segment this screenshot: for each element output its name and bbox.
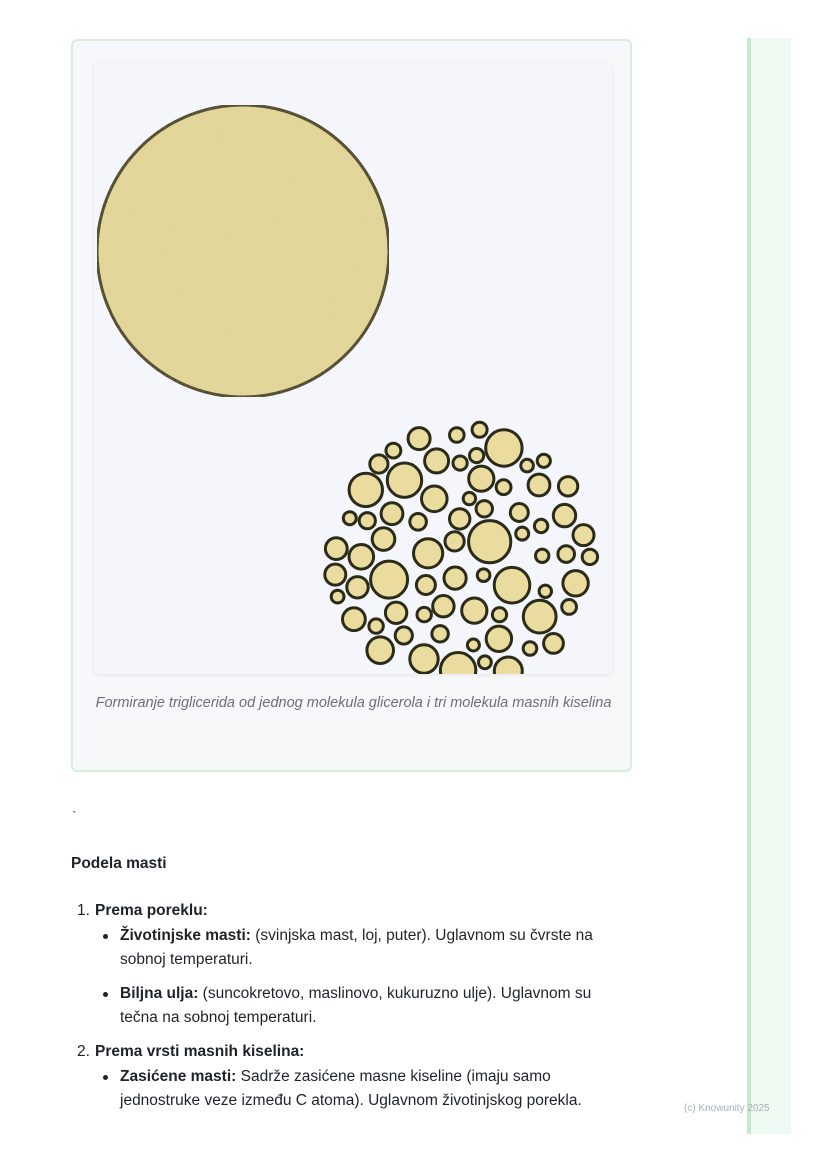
- small-fat-droplet: [539, 585, 551, 597]
- small-fat-droplet: [410, 514, 427, 531]
- small-fat-droplet: [467, 639, 479, 651]
- small-fat-droplet: [453, 456, 467, 470]
- small-fat-droplet: [386, 443, 401, 458]
- small-fat-droplet: [469, 521, 511, 563]
- small-fat-droplet: [422, 486, 448, 512]
- small-fat-droplet: [470, 449, 484, 463]
- bullet-icon: [103, 934, 108, 939]
- small-fat-droplet: [462, 598, 487, 623]
- small-fat-droplet: [494, 657, 522, 674]
- bullet-icon: [103, 992, 108, 997]
- small-fat-droplet: [523, 642, 537, 656]
- small-fat-droplet: [534, 519, 547, 532]
- small-fat-droplet: [476, 501, 492, 517]
- list-item: [71, 1040, 631, 1113]
- small-fat-droplet: [553, 504, 575, 526]
- large-fat-droplet: [97, 105, 389, 397]
- small-fat-droplet: [349, 545, 374, 570]
- small-fat-droplet: [521, 459, 534, 472]
- small-fat-droplet: [325, 538, 347, 560]
- term: Biljna ulja:: [120, 985, 199, 1002]
- small-fat-droplet: [537, 454, 550, 467]
- small-fat-droplet: [370, 455, 388, 473]
- term: Životinjske masti:: [120, 927, 251, 944]
- description: (svinjska mast, loj, puter). Uglavnom su čvrste na sobnoj temperaturi.: [120, 927, 593, 968]
- small-fat-droplet: [359, 513, 375, 529]
- stray-mark: `: [72, 808, 77, 824]
- small-fat-droplet: [558, 546, 575, 563]
- figure-card: [71, 39, 632, 772]
- small-fat-droplet: [536, 549, 549, 562]
- small-fat-droplet: [563, 571, 588, 596]
- small-fat-droplet: [444, 567, 466, 589]
- small-fat-droplet: [450, 509, 470, 529]
- small-fat-droplet: [371, 561, 408, 598]
- small-fat-droplet: [562, 600, 577, 615]
- small-fat-droplet: [523, 600, 556, 633]
- small-fat-droplet: [417, 607, 431, 621]
- sub-list-item: [95, 982, 631, 1030]
- sub-list: [95, 1065, 631, 1113]
- small-fat-droplet: [445, 532, 464, 551]
- small-fat-droplet: [528, 474, 550, 496]
- small-fat-droplet: [369, 619, 383, 633]
- small-fat-droplet: [349, 473, 382, 506]
- description: (suncokretovo, maslinovo, kukuruzno ulje). Uglavnom su tečna na sobnoj temperaturi.: [120, 985, 592, 1026]
- small-fat-droplet: [558, 477, 577, 496]
- small-fat-droplet: [325, 564, 346, 585]
- small-fat-droplet: [510, 504, 528, 522]
- small-fat-droplet: [432, 626, 448, 642]
- small-fat-droplet: [472, 422, 487, 437]
- small-fat-droplet: [408, 428, 430, 450]
- small-fat-droplet: [469, 466, 494, 491]
- small-fat-droplet: [450, 428, 465, 443]
- figure-caption: Formiranje triglicerida od jednog molekula glicerola i tri molekula masnih kiselina: [95, 695, 612, 711]
- small-fat-droplet: [582, 549, 597, 564]
- small-fat-droplet: [416, 576, 435, 595]
- list-number: 1.: [77, 902, 90, 919]
- small-fat-droplet: [492, 608, 506, 622]
- small-fat-droplet: [479, 656, 492, 669]
- small-fat-droplet: [347, 577, 368, 598]
- small-fat-droplet: [331, 590, 344, 603]
- small-fat-droplet: [414, 539, 443, 568]
- watermark: (c) Knowunity 2025: [684, 1103, 770, 1114]
- list-heading: Prema poreklu:: [95, 902, 208, 919]
- small-fat-droplet: [486, 430, 522, 466]
- list-item: [71, 899, 631, 1030]
- bullet-icon: [103, 1075, 108, 1080]
- small-fat-droplet: [494, 567, 530, 603]
- small-fat-droplet: [477, 569, 490, 582]
- classification-list: [71, 899, 631, 1123]
- small-fat-droplet: [433, 596, 454, 617]
- emulsion-illustration: [94, 62, 612, 674]
- small-fat-droplet: [496, 480, 511, 495]
- small-fat-droplet: [343, 608, 366, 631]
- sub-list-item: [95, 924, 631, 972]
- small-fat-droplet: [410, 645, 438, 673]
- sub-list-item: [95, 1065, 631, 1113]
- small-fat-droplet: [573, 525, 594, 546]
- small-fat-droplet: [372, 528, 395, 551]
- side-bar: [747, 38, 791, 1134]
- small-fat-droplet: [544, 634, 564, 654]
- small-fat-droplet: [425, 449, 449, 473]
- small-fat-droplet: [440, 653, 475, 675]
- small-fat-droplet: [395, 627, 412, 644]
- figure-illustration: [94, 62, 612, 674]
- small-fat-droplet: [516, 527, 529, 540]
- list-number: 2.: [77, 1043, 90, 1060]
- list-heading: Prema vrsti masnih kiselina:: [95, 1043, 305, 1060]
- small-fat-droplet: [385, 602, 406, 623]
- small-fat-droplet: [486, 626, 511, 651]
- sub-list: [95, 924, 631, 1030]
- description: Sadrže zasićene masne kiseline (imaju samo jednostruke veze između C atoma). Uglavnom životinjskog porekla.: [120, 1068, 582, 1109]
- small-fat-droplet: [463, 492, 475, 504]
- small-droplets-group: [325, 422, 598, 674]
- small-fat-droplet: [343, 512, 356, 525]
- section-title: Podela masti: [71, 855, 167, 872]
- small-fat-droplet: [387, 463, 421, 497]
- small-fat-droplet: [381, 503, 403, 525]
- term: Zasićene masti:: [120, 1068, 237, 1085]
- small-fat-droplet: [367, 637, 394, 664]
